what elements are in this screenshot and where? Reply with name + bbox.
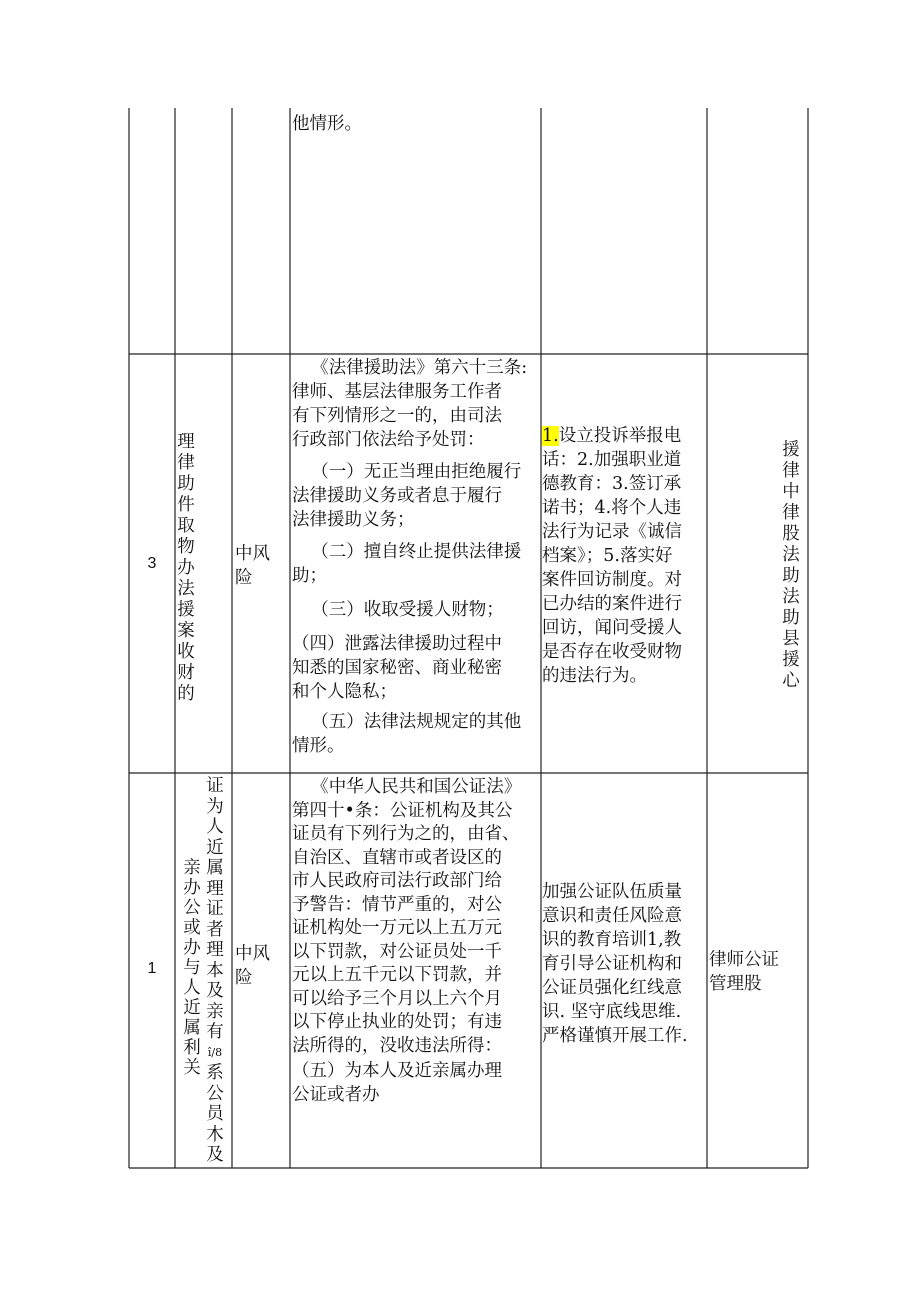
row-number: 3 (147, 555, 157, 572)
prevention-measures-text: 加强公证队伍质量 意识和责任风险意 识的教育培训1,教 育引导公证机构和 公证员强化红线意 识. 坚守底线思维. 严格谨慎开展工作. (542, 882, 688, 1046)
basis-text-continued (292, 112, 538, 136)
risk-item-vertical-text: 理 律 助 件 取 物 办 法 援 案 收 财 的 (177, 432, 195, 704)
highlight-marker: 1. (542, 426, 559, 446)
responsible-dept: 律师公证 管理股 (709, 950, 779, 994)
risk-level: 中风 险 (235, 944, 270, 988)
risk-level: 中风 险 (235, 544, 270, 588)
risk-item-vertical-text-col2: 证 为 人 近 属 理 证 者 理 本 及 亲 有 î/8 系 公 员 木 及 (206, 776, 224, 1165)
prevention-measures-text: 1.设立投诉举报电 话：2.加强职业道 德教育：3.签订承 诺书；4.将个人违 法行为记录《诚信 档案》；5.落实好 案件回访制度。对 已办结的案件进行 回访，闻问受援人 是否存在收受财物 的违法行为。 (542, 426, 682, 686)
text-line: 他情形。 (292, 114, 362, 134)
responsible-dept-vertical-text: 援 律 中 律 股 法 助 法 助 县 援 心 (782, 440, 800, 691)
legal-basis-text: 《法律援助法》第六十三条: 律师、基层法律服务工作者 有下列情形之一的，由司法 行政部门依法给予处罚： （一）无正当理由拒绝履行 法律援助义务或者息于履行 法律援助义务； （二）擅自终止提供法律援 助； （三）收取受援人财物； （四）泄露法律援助过程中 知悉的国家秘密、商业秘密 和个人隐私； （五）法律法规规定的其他 情形。 (292, 358, 528, 756)
row-number: 1 (147, 960, 157, 977)
risk-item-vertical-text-col1: 亲 办 公 或 办 与 人 近 属 利 关 (183, 858, 201, 1078)
legal-basis-text: 《中华人民共和国公证法》 第四十•条：公证机构及其公 证员有下列行为之的，由省、 自治区、直辖市或者设区的 市人民政府司法行政部门给 予警告：情节严重的，对公 证机构处一万元以上五万元 以下罚款，对公证员处一千 元以上五千元以下罚款，并 可以给予三个月以上六个月 以下停止执业的处罚；有违 法所得的，没收违法所得： （五）为本人及近亲属办理 公证或者办 (292, 777, 522, 1105)
